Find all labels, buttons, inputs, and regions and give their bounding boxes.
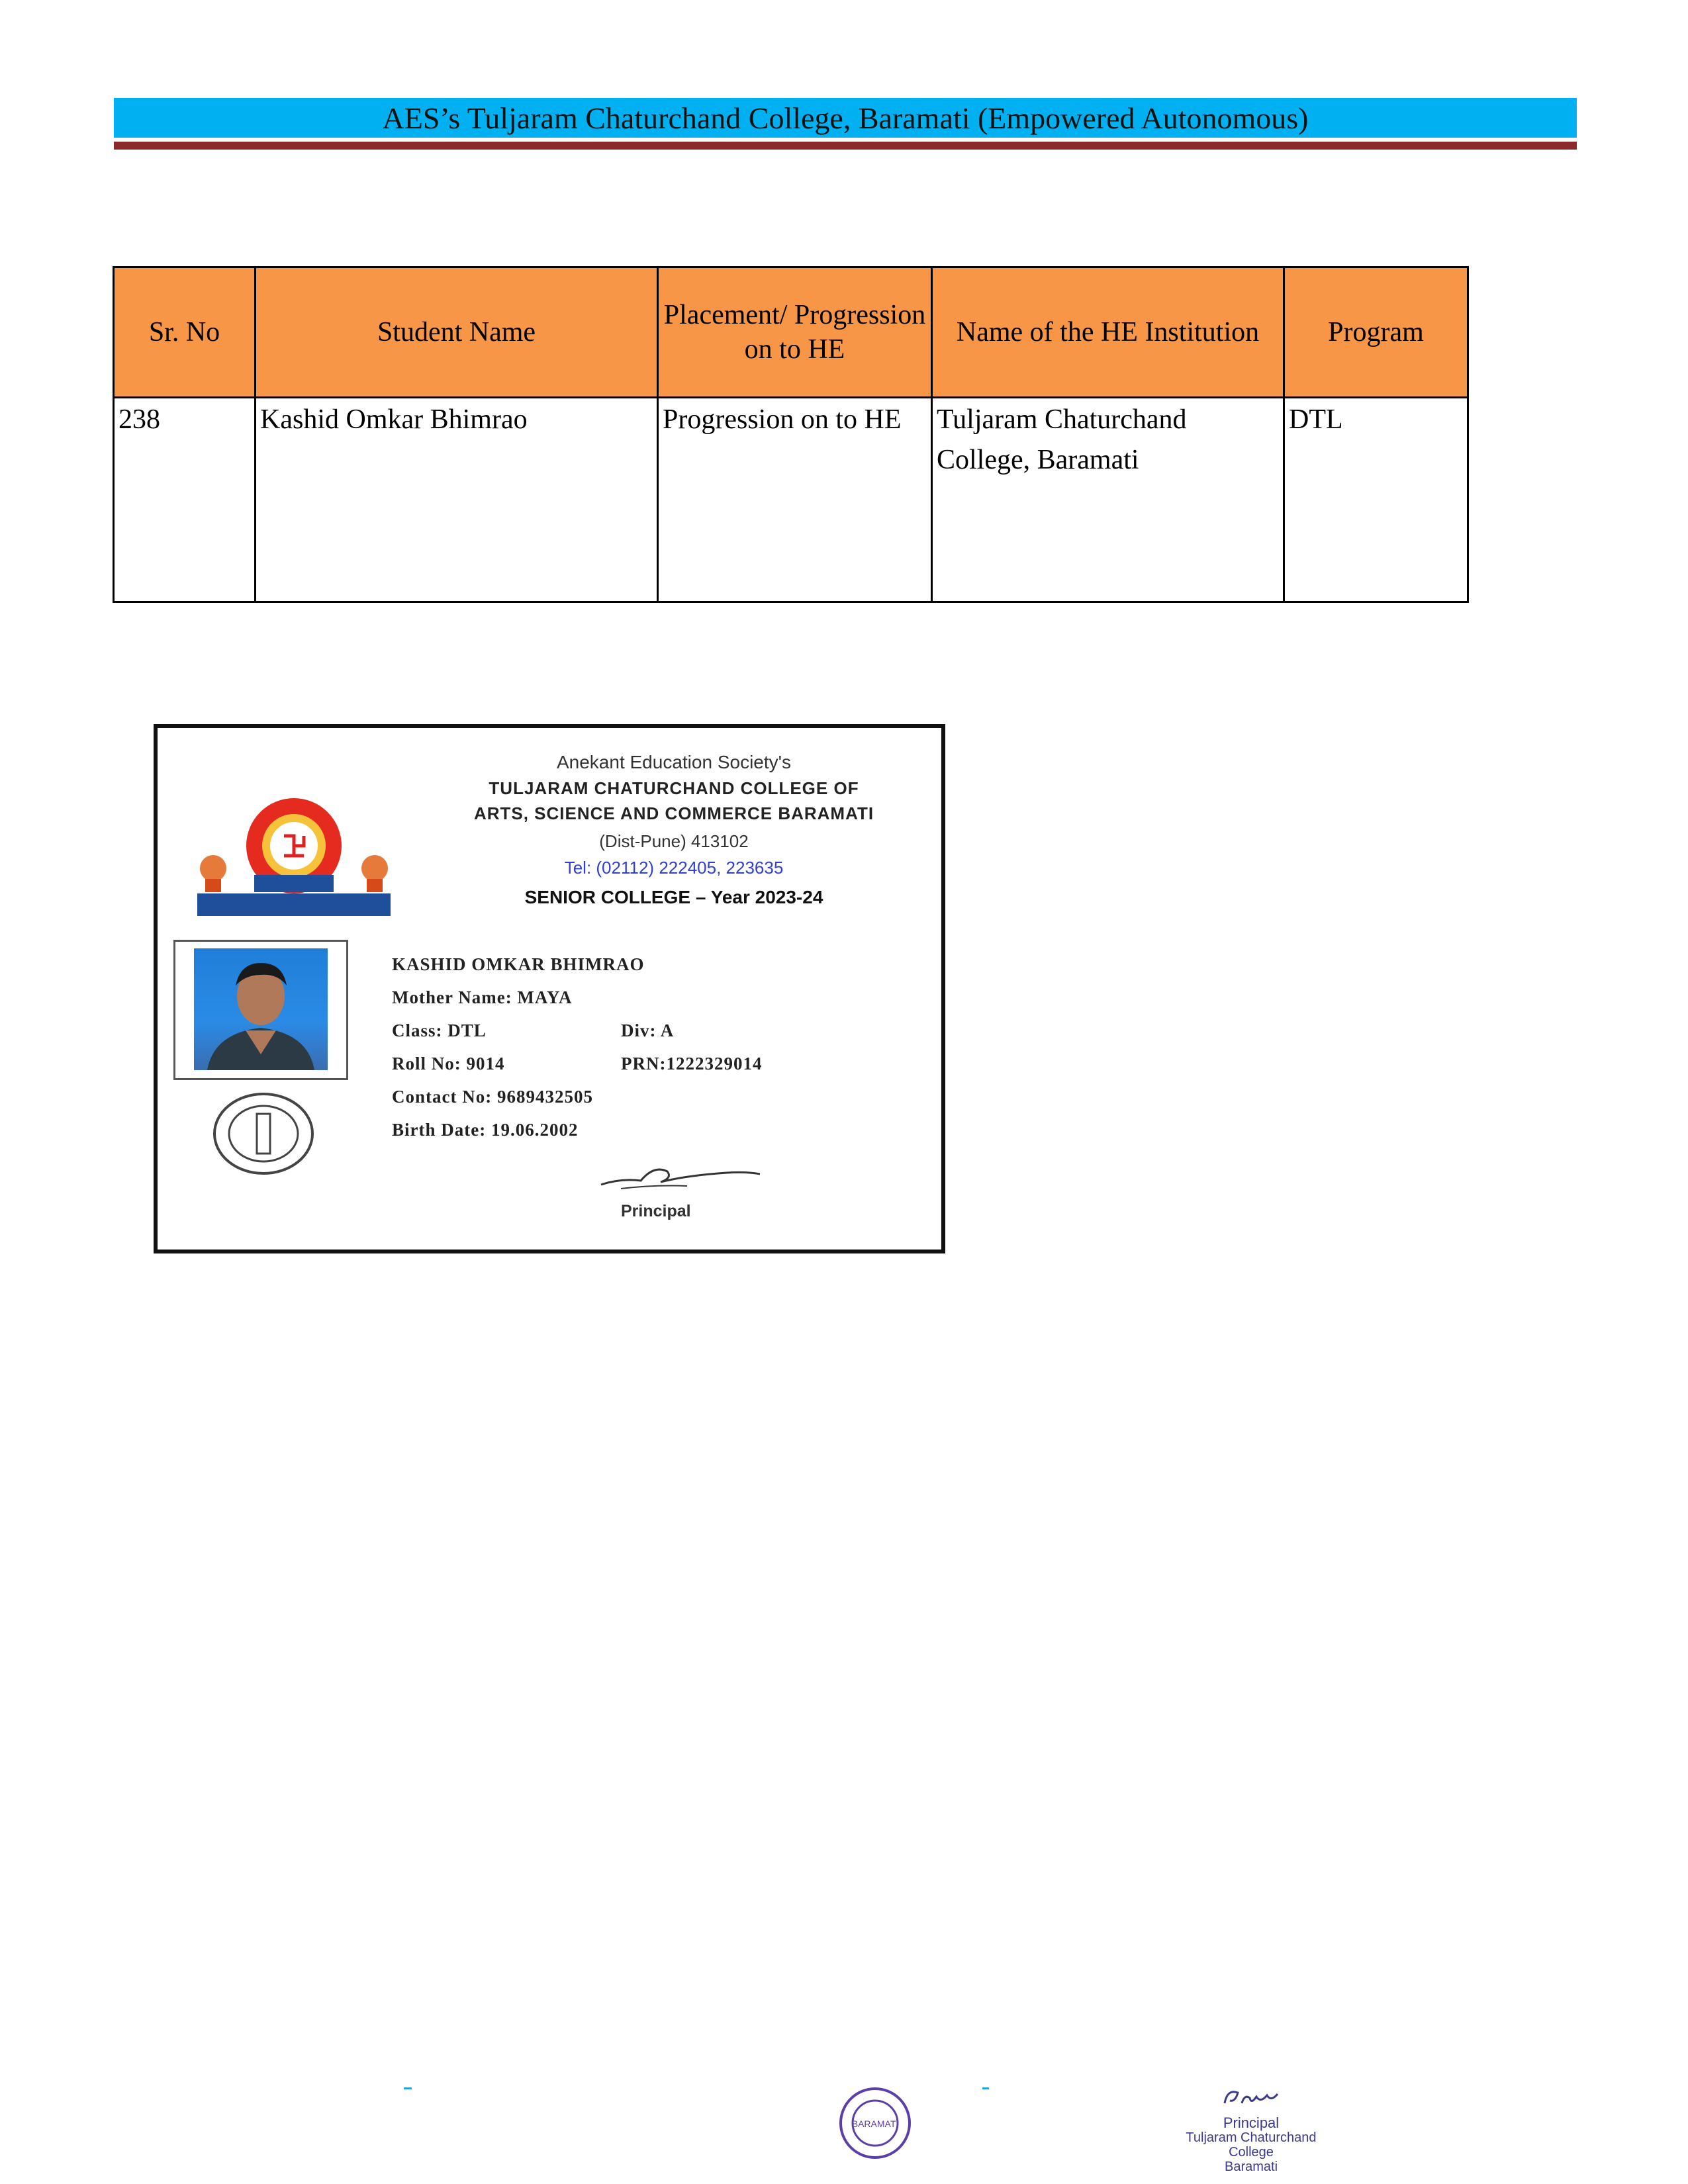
student-id-card	[154, 724, 945, 1253]
page-header-title: AES’s Tuljaram Chaturchand College, Baramati (Empowered Autonomous)	[382, 101, 1309, 135]
table-row	[114, 398, 1468, 602]
footer-sign-line1: Principal	[1223, 2115, 1280, 2131]
card-session: SENIOR COLLEGE – Year 2023-24	[524, 887, 823, 907]
scan-mark	[982, 2087, 989, 2089]
cell-institution: Tuljaram Chaturchand College, Baramati	[932, 398, 1284, 602]
card-birth-date: Birth Date: 19.06.2002	[392, 1120, 579, 1140]
cell-student-name: Kashid Omkar Bhimrao	[256, 398, 658, 602]
footer-college-stamp-icon	[838, 2086, 912, 2160]
cell-placement: Progression on to HE	[658, 398, 932, 602]
table-header-row	[114, 267, 1468, 398]
col-header-placement: Placement/ Progression on to HE	[658, 267, 932, 398]
card-division: Div: A	[621, 1021, 675, 1040]
card-mother-name: Mother Name: MAYA	[392, 987, 573, 1007]
card-college-line1: TULJARAM CHATURCHAND COLLEGE OF	[489, 778, 859, 798]
college-seal-icon	[211, 1091, 316, 1177]
footer-seal-text: BARAMATI	[851, 2118, 899, 2129]
cell-sr-no: 238	[114, 398, 256, 602]
cell-program: DTL	[1284, 398, 1468, 602]
student-portrait-icon	[194, 948, 328, 1070]
progression-table	[113, 266, 1469, 603]
card-telephone: Tel: (02112) 222405, 223635	[564, 858, 784, 878]
card-college-line2: ARTS, SCIENCE AND COMMERCE BARAMATI	[473, 803, 874, 823]
student-photo-frame	[173, 940, 348, 1080]
card-address: (Dist-Pune) 413102	[599, 831, 749, 851]
footer-signature-icon	[1211, 2083, 1291, 2113]
card-contact: Contact No: 9689432505	[392, 1087, 593, 1107]
card-society: Anekant Education Society's	[556, 752, 791, 772]
card-prn: PRN:1222329014	[621, 1054, 763, 1073]
scan-mark	[404, 2087, 412, 2089]
card-principal-label: Principal	[621, 1202, 691, 1220]
header-rule	[114, 142, 1577, 150]
col-header-institution: Name of the HE Institution	[932, 267, 1284, 398]
principal-signature-icon	[594, 1152, 767, 1198]
card-student-name: KASHID OMKAR BHIMRAO	[392, 954, 645, 974]
col-header-sr-no: Sr. No	[114, 267, 256, 398]
footer-sign-line2: Tuljaram Chaturchand College	[1186, 2130, 1317, 2160]
col-header-student-name: Student Name	[256, 267, 658, 398]
college-logo-icon	[195, 794, 393, 920]
student-photo	[194, 948, 328, 1070]
col-header-program: Program	[1284, 267, 1468, 398]
page-header-bar	[114, 98, 1577, 138]
card-class: Class: DTL	[392, 1021, 487, 1040]
footer-principal-signature	[1165, 2083, 1337, 2174]
card-roll-no: Roll No: 9014	[392, 1054, 505, 1073]
footer-sign-line3: Baramati	[1224, 2160, 1278, 2174]
